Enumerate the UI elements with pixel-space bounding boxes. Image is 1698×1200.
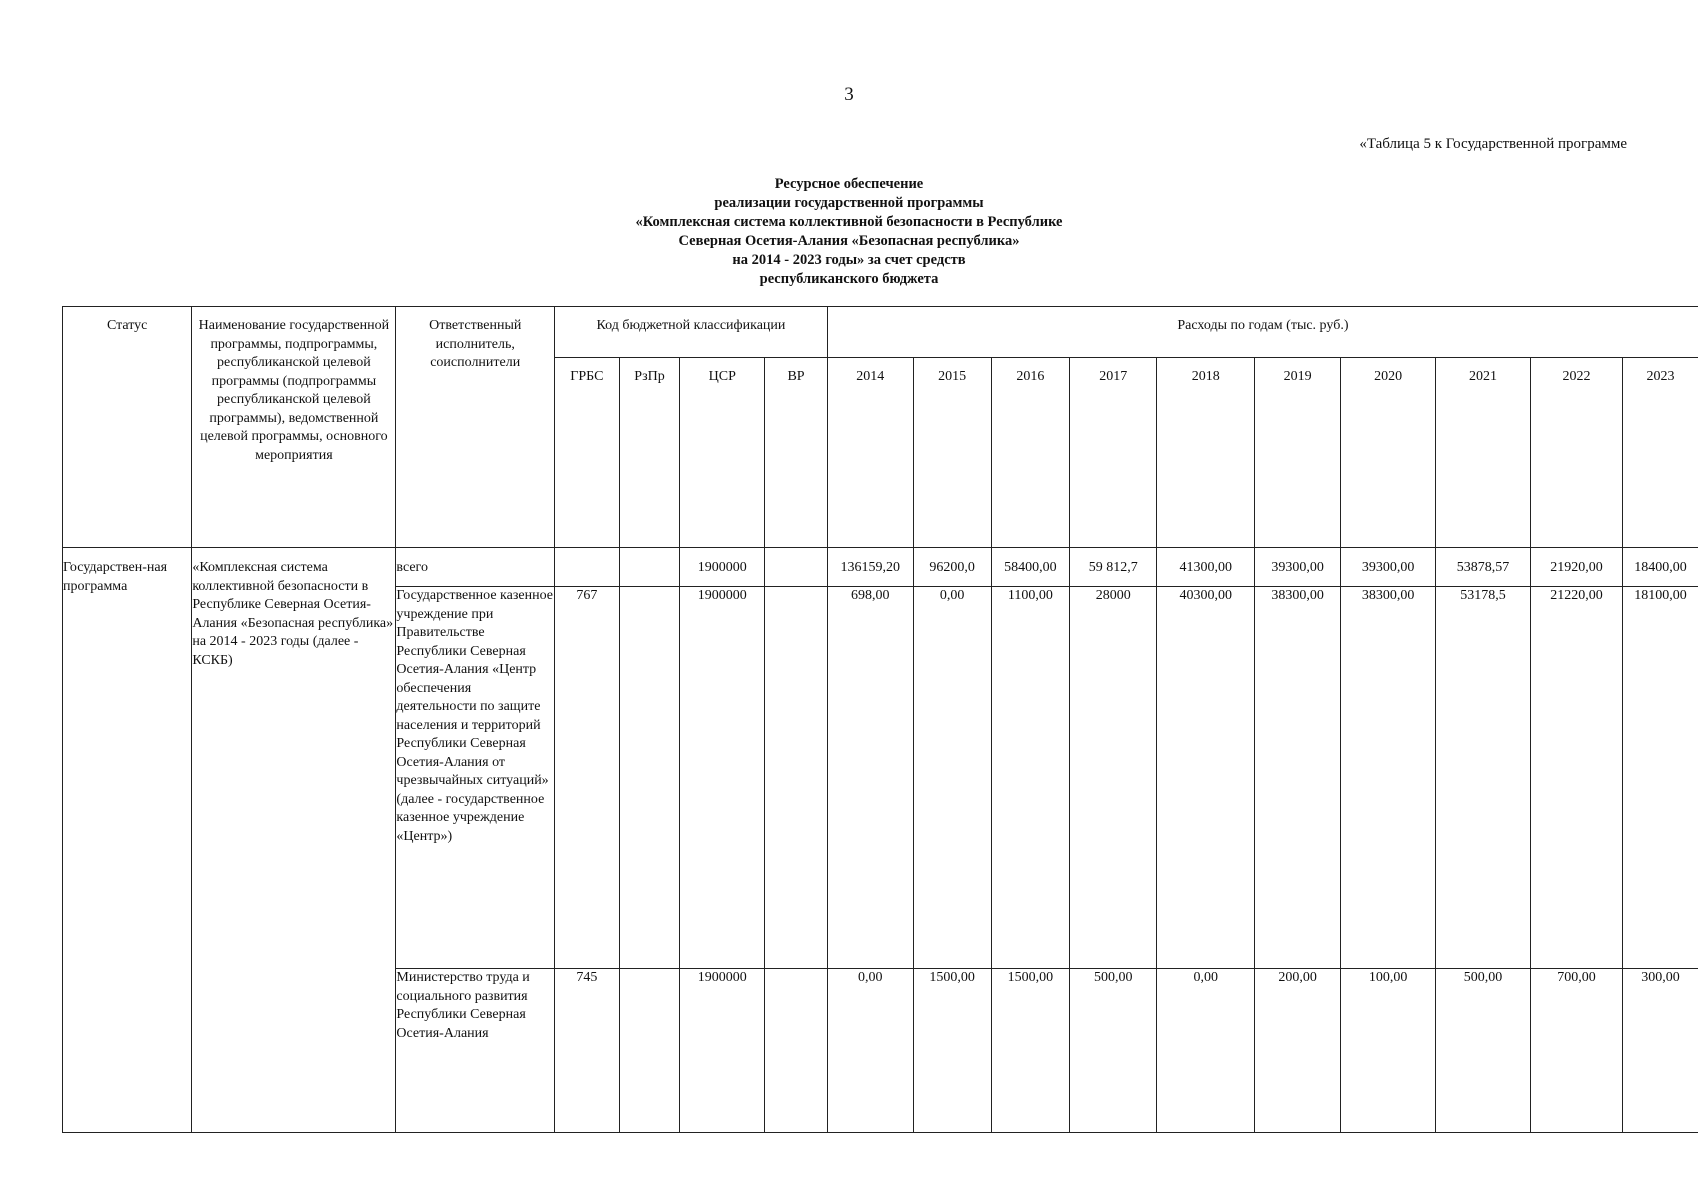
value-cell: 41300,00 [1157,548,1255,587]
header-program-name: Наименование государственной программы, подпрограммы, республиканской целевой программы (подпрограммы республиканской целевой программы), ведомственной целевой программы, основного мероприятия [192,307,396,548]
vr-cell [765,969,828,1133]
title-line: республиканского бюджета [759,271,939,287]
title-line: Северная Осетия-Алания «Безопасная республика» [678,233,1020,249]
header-year: 2023 [1622,358,1698,548]
value-cell: 28000 [1070,587,1157,969]
header-budget-code: Код бюджетной классификации [555,307,828,358]
executor-cell: Министерство труда и социального развития Республики Северная Осетия-Алания [396,969,555,1133]
header-year: 2018 [1157,358,1255,548]
value-cell: 136159,20 [827,548,913,587]
value-cell: 1500,00 [991,969,1070,1133]
header-executor: Ответственный исполнитель, соисполнители [396,307,555,548]
header-code-vr: ВР [765,358,828,548]
value-cell: 18400,00 [1622,548,1698,587]
value-cell: 0,00 [1157,969,1255,1133]
title-line: «Комплексная система коллективной безопасности в Республике [635,214,1063,230]
value-cell: 40300,00 [1157,587,1255,969]
header-expenses: Расходы по годам (тыс. руб.) [827,307,1698,358]
page-number: 3 [844,84,854,105]
grbs-cell: 767 [555,587,620,969]
header-year: 2021 [1436,358,1531,548]
value-cell: 500,00 [1070,969,1157,1133]
value-cell: 39300,00 [1341,548,1436,587]
value-cell: 39300,00 [1255,548,1341,587]
header-row [63,307,1698,358]
grbs-cell [555,548,620,587]
value-cell: 700,00 [1531,969,1623,1133]
value-cell: 38300,00 [1341,587,1436,969]
title-line: на 2014 - 2023 годы» за счет средств [732,252,966,268]
csr-cell: 1900000 [680,969,765,1133]
header-code-grbs: ГРБС [555,358,620,548]
value-cell: 53878,57 [1436,548,1531,587]
grbs-cell: 745 [555,969,620,1133]
header-year: 2016 [991,358,1070,548]
status-cell: Государствен-ная программа [63,548,192,1133]
value-cell: 96200,0 [913,548,991,587]
program-name-cell: «Комплексная система коллективной безопасности в Республике Северная Осетия-Алания «Безопасная республика» на 2014 - 2023 годы (далее - КСКБ) [192,548,396,1133]
rzpr-cell [619,548,680,587]
header-year: 2020 [1341,358,1436,548]
executor-cell: всего [396,548,555,587]
header-code-rzpr: РзПр [619,358,680,548]
value-cell: 21220,00 [1531,587,1623,969]
csr-cell: 1900000 [680,587,765,969]
value-cell: 0,00 [827,969,913,1133]
header-year: 2014 [827,358,913,548]
rzpr-cell [619,587,680,969]
value-cell: 200,00 [1255,969,1341,1133]
value-cell: 58400,00 [991,548,1070,587]
header-year: 2015 [913,358,991,548]
document-title [0,175,1698,289]
rzpr-cell [619,969,680,1133]
header-year: 2019 [1255,358,1341,548]
value-cell: 38300,00 [1255,587,1341,969]
csr-cell: 1900000 [680,548,765,587]
value-cell: 53178,5 [1436,587,1531,969]
title-line: реализации государственной программы [714,195,984,211]
value-cell: 698,00 [827,587,913,969]
value-cell: 1500,00 [913,969,991,1133]
header-code-csr: ЦСР [680,358,765,548]
value-cell: 100,00 [1341,969,1436,1133]
header-year: 2022 [1531,358,1623,548]
value-cell: 59 812,7 [1070,548,1157,587]
table-reference: «Таблица 5 к Государственной программе [1359,136,1627,152]
value-cell: 1100,00 [991,587,1070,969]
title-line: Ресурсное обеспечение [774,176,924,192]
value-cell: 300,00 [1622,969,1698,1133]
value-cell: 21920,00 [1531,548,1623,587]
vr-cell [765,548,828,587]
value-cell: 18100,00 [1622,587,1698,969]
header-status: Статус [63,307,192,548]
value-cell: 0,00 [913,587,991,969]
executor-cell: Государственное казенное учреждение при Правительстве Республики Северная Осетия-Алания «Центр обеспечения деятельности по защите населения и территорий Республики Северная Осетия-Алания от чрезвычайных ситуаций» (далее - государственное казенное учреждение «Центр») [396,587,555,969]
vr-cell [765,587,828,969]
resource-table [62,306,1698,1133]
table-row [63,548,1698,587]
header-year: 2017 [1070,358,1157,548]
value-cell: 500,00 [1436,969,1531,1133]
